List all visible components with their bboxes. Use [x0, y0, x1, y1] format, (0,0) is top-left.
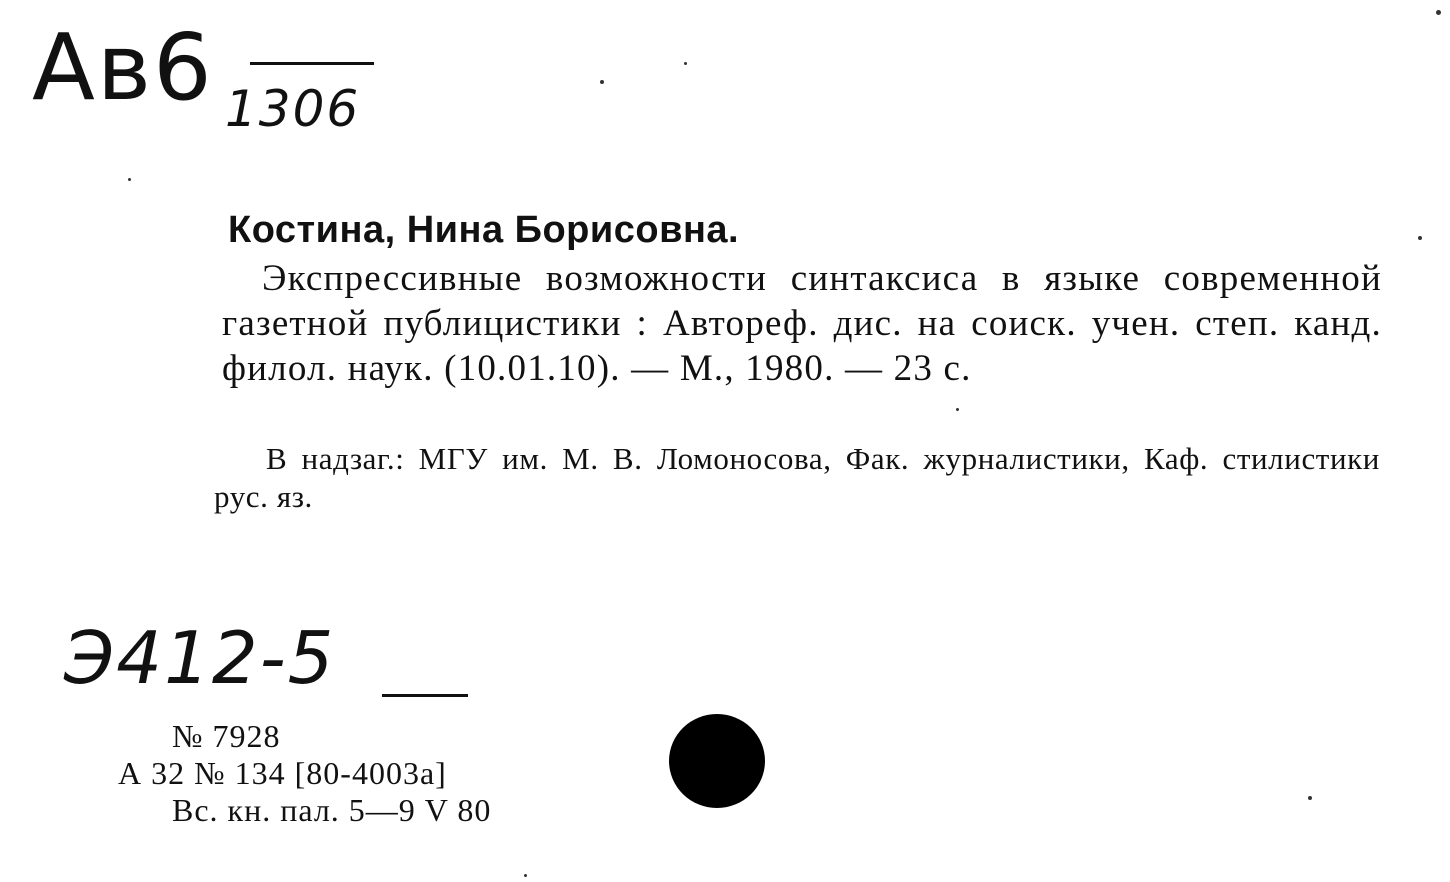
dust-speck	[524, 874, 527, 877]
inventory-number: Э412-5	[64, 616, 336, 700]
call-number-main: Ав6	[32, 14, 214, 121]
dust-speck	[1308, 796, 1312, 800]
dust-speck	[600, 80, 604, 84]
imprint-chamber-date: Вс. кн. пал. 5—9 V 80	[172, 792, 492, 828]
dust-speck	[1418, 236, 1422, 240]
dust-speck	[128, 178, 131, 181]
author-heading: Костина, Нина Борисовна.	[228, 209, 740, 251]
title-description: Экспрессивные возможности синтаксиса в языке современной газетной публицистики : Автореф. дис. на соиск. учен. степ. канд. филол. наук. (10.01.10). — М., 1980. — 23 с.	[222, 258, 1382, 389]
dust-speck	[956, 408, 959, 411]
header-note: В надзаг.: МГУ им. М. В. Ломоносова, Фак. журналистики, Каф. стилистики рус. яз.	[214, 441, 1380, 514]
inventory-underline	[382, 694, 468, 697]
call-number-sub: 1306	[225, 80, 361, 138]
punch-hole	[669, 714, 765, 808]
dust-speck	[1436, 10, 1441, 15]
dust-speck	[684, 62, 687, 65]
call-number-fraction-bar	[250, 62, 374, 65]
imprint-record-number: № 7928	[172, 718, 281, 754]
imprint-order-code: А 32 № 134 [80-4003а]	[118, 755, 447, 791]
